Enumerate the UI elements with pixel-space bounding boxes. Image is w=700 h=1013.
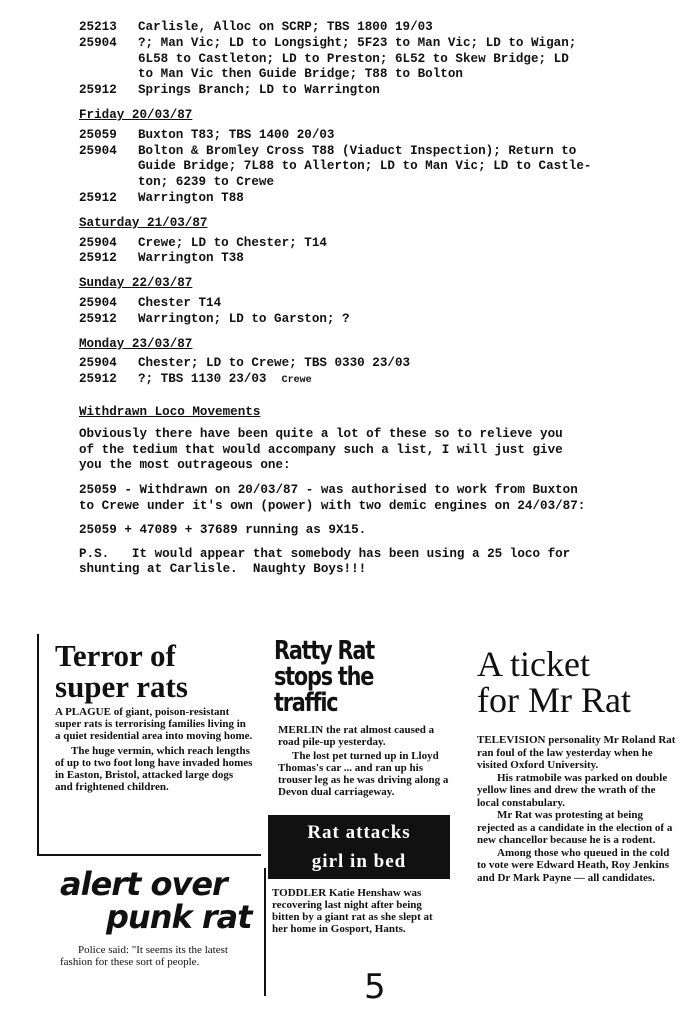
entry-text: Warrington; LD to Garston; ?: [138, 311, 350, 326]
loco-number: 25213: [79, 20, 117, 34]
loco-number: 25904: [79, 143, 117, 158]
loco-number: 25912: [79, 311, 117, 326]
entry-text: Chester; LD to Crewe; TBS 0330 23/03: [138, 356, 411, 371]
day-entries: [79, 356, 644, 389]
day-heading: Monday 23/03/87: [79, 336, 193, 351]
clipping-headline: [55, 640, 261, 702]
clipping-body: Police said: "It seems its the latest fashion for these sort of people.: [60, 944, 228, 968]
schedule-entry: [79, 312, 644, 328]
loco-number: 25912: [79, 251, 117, 266]
clipping-text: personality Mr Roland Rat ran foul of the law yesterday when he visited Oxford University.: [477, 734, 676, 771]
headline-line: Terror of: [55, 638, 176, 673]
clipping-terror-of-super-rats: [37, 634, 261, 856]
page-number: 5: [364, 967, 386, 1007]
clipping-paragraph: Among those who queued in the cold to vote were Edward Heath, Roy Jenkins and Dr Mark Payne — all candidates.: [477, 846, 670, 884]
entry-text: ?; TBS 1130 23/03: [138, 372, 267, 387]
schedule-entry: [79, 372, 644, 389]
entry-text: Carlisle, Alloc on SCRP; TBS 1800 19/03: [138, 20, 433, 34]
entry-text: Chester T14: [138, 295, 222, 310]
handwritten-note: Crewe: [281, 375, 312, 387]
clipping-paragraph: His ratmobile was parked on double yellow lines and drew the wrath of the local constabulary.: [477, 771, 668, 809]
withdrawn-intro: Obviously there have been quite a lot of these so to relieve you of the tedium that would accompany such a list, I will just give you the most outrageous one:: [79, 426, 563, 473]
day-entries: [79, 296, 644, 328]
clipping-text: of giant, poison-resistant super rats is terrorising families living in a quiet residential area into moving home.: [55, 706, 253, 742]
headline-line: punk rat: [106, 898, 252, 936]
headline-line: for Mr Rat: [477, 680, 631, 720]
entry-text: Bolton & Bromley Cross T88 (Viaduct Inspection); Return to Guide Bridge; 7L88 to Allerton; LD to Man Vic; LD to Castle- ton; 6239 to Crewe: [138, 143, 592, 190]
loco-number: 25912: [79, 83, 117, 98]
clipping-alert-over-punk-rat: [44, 865, 266, 996]
clipping-body-2: The huge vermin, which reach lengths of up to two foot long have invaded homes in Easton, Bristol, attacked large dogs and frightened children.: [55, 745, 253, 793]
headline-line: stops the traffic: [274, 662, 374, 718]
clipping-lead: TELEVISION: [477, 734, 546, 746]
schedule-entry: [79, 128, 644, 144]
clipping-headline-banner: [268, 815, 450, 879]
headline-line: girl in bed: [311, 851, 407, 872]
entry-text: Crewe; LD to Chester; T14: [138, 235, 327, 250]
loco-number: 25059: [79, 127, 117, 142]
loco-number: 25904: [79, 235, 117, 250]
schedule-entry: [79, 236, 644, 252]
loco-number: 25912: [79, 190, 117, 205]
day-entries: [79, 236, 644, 268]
clipping-body-2: The lost pet turned up in Lloyd Thomas's car ... and ran up his trouser leg as he was driving along a Devon dual carriageway.: [278, 750, 449, 798]
day-heading: Friday 20/03/87: [79, 107, 193, 122]
clipping-text: the rat almost caused a road pile-up yesterday.: [278, 724, 435, 748]
schedule-entry: [79, 251, 644, 267]
day-heading: Saturday 21/03/87: [79, 215, 208, 230]
schedule-entry: [79, 191, 644, 207]
clipping-body: [55, 706, 253, 742]
clipping-paragraph: Mr Rat was protesting at being rejected as a candidate in the election of a new chancellor because he is a rodent.: [477, 809, 673, 846]
clipping-lead: MERLIN: [278, 724, 324, 736]
top-entries: [79, 20, 644, 99]
clipping-rat-attacks-girl: [268, 815, 450, 935]
postscript: P.S. It would appear that somebody has been using a 25 loco for shunting at Carlisle. Naughty Boys!!!: [79, 546, 571, 577]
schedule-section: [79, 20, 644, 578]
clipping-ratty-rat: [274, 638, 454, 798]
schedule-entry: [79, 144, 644, 191]
clipping-ticket-for-mr-rat: [477, 646, 677, 884]
clipping-headline: [477, 646, 677, 718]
loco-number: 25904: [79, 295, 117, 310]
schedule-entry: [79, 83, 644, 99]
clipping-lead: TODDLER: [272, 887, 327, 899]
clipping-headline: [274, 638, 418, 716]
day-heading: Sunday 22/03/87: [79, 276, 193, 291]
clipping-body: [477, 734, 677, 884]
entry-text: Springs Branch; LD to Warrington: [138, 83, 380, 98]
loco-number: 25904: [79, 35, 117, 50]
entry-text: Buxton T83; TBS 1400 20/03: [138, 127, 335, 142]
headline-line: super rats: [55, 669, 188, 704]
loco-number: 25904: [79, 356, 117, 371]
headline-line: Rat attacks: [307, 822, 411, 843]
entry-text: Warrington T38: [138, 251, 244, 266]
day-entries: [79, 128, 644, 207]
schedule-entry: [79, 36, 644, 83]
clipping-paragraph: [477, 734, 677, 772]
clipping-text: Katie Henshaw was recovering last night after being bitten by a giant rat as she slept at her home in Gosport, Hants.: [272, 887, 433, 935]
clipping-lead: A PLAGUE: [55, 706, 111, 718]
headline-line: alert over: [60, 865, 227, 903]
entry-text: ?; Man Vic; LD to Longsight; 5F23 to Man Vic; LD to Wigan; 6L58 to Castleton; LD to Preston; 6L52 to Skew Bridge; LD to Man Vic then Guide Bridge; T88 to Bolton: [138, 35, 577, 82]
section-heading: Withdrawn Loco Movements: [79, 404, 261, 419]
schedule-entry: [79, 356, 644, 372]
clipping-headline: [60, 865, 264, 936]
clipping-body: [272, 887, 446, 935]
headline-line: A ticket: [477, 644, 590, 684]
entry-text: Warrington T88: [138, 190, 244, 205]
loco-number: 25912: [79, 372, 117, 387]
withdrawn-running: 25059 + 47089 + 37689 running as 9X15.: [79, 522, 367, 537]
withdrawn-detail: 25059 - Withdrawn on 20/03/87 - was authorised to work from Buxton to Crewe under it's own (power) with two demic engines on 24/03/87:: [79, 483, 586, 513]
schedule-entry: [79, 296, 644, 312]
clipping-body: [278, 724, 454, 748]
schedule-entry: [79, 20, 644, 36]
headline-line: Ratty Rat: [274, 636, 374, 666]
